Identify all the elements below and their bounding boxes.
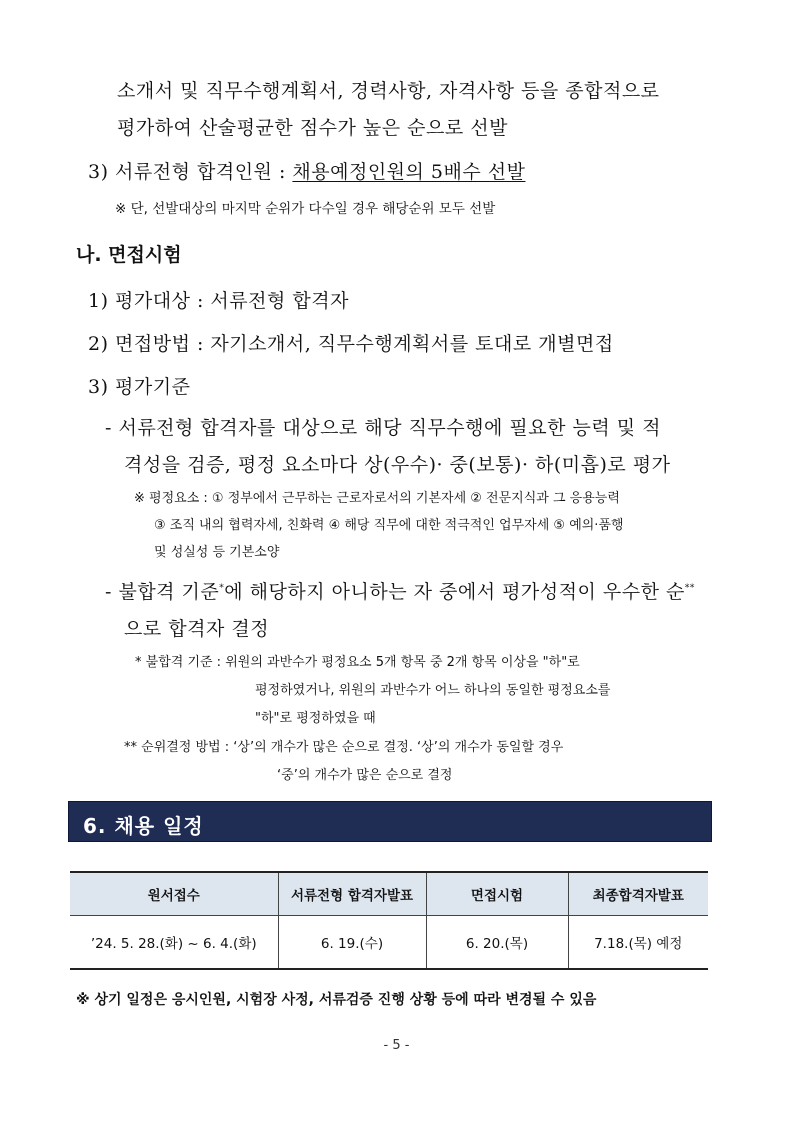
- footnote-1-line-c: "하"로 평정하였을 때: [255, 711, 376, 726]
- footnote-2-line-a: ** 순위결정 방법 : ‘상’의 개수가 많은 순으로 결정. ‘상’의 개수가 동일할 경우: [124, 740, 564, 755]
- cell-final-result-date: 7.18.(목) 예정: [568, 916, 708, 970]
- eval-elements-line-1: ※ 평정요소 : ① 정부에서 근무하는 근로자로서의 기본자세 ② 전문지식과 그 응용능력: [134, 491, 620, 506]
- cell-application-date: ’24. 5. 28.(화) ~ 6. 4.(화): [70, 916, 278, 970]
- section-header-schedule: [68, 801, 712, 842]
- bullet-2-line-a: [105, 577, 695, 604]
- schedule-header-row: [70, 872, 708, 916]
- bullet-1-line-b: 격성을 검증, 평정 요소마다 상(우수)· 중(보통)· 하(미흡)로 평가: [124, 454, 671, 476]
- heading-interview: 나. 면접시험: [76, 244, 182, 266]
- item-interview-method: 2) 면접방법 : 자기소개서, 직무수행계획서를 토대로 개별면접: [88, 333, 614, 355]
- schedule-value-row: [70, 916, 708, 970]
- bullet-1-line-a: - 서류전형 합격자를 대상으로 해당 직무수행에 필요한 능력 및 적: [105, 417, 661, 439]
- col-header-interview: 면접시험: [426, 872, 568, 916]
- eval-elements-line-2: ③ 조직 내의 협력자세, 친화력 ④ 해당 직무에 대한 적극적인 업무자세 ⑤ 예의·품행: [154, 518, 624, 533]
- eval-elements-line-3: 및 성실성 등 기본소양: [154, 545, 280, 560]
- item-eval-target: 1) 평가대상 : 서류전형 합격자: [88, 290, 349, 312]
- cell-doc-result-date: 6. 19.(수): [278, 916, 426, 970]
- schedule-table: [70, 871, 708, 970]
- bullet-2-line-b: 으로 합격자 결정: [124, 618, 270, 640]
- text-line-1: 소개서 및 직무수행계획서, 경력사항, 자격사항 등을 종합적으로: [117, 80, 660, 102]
- text-line-2: 평가하여 산술평균한 점수가 높은 순으로 선발: [117, 117, 508, 139]
- bullet-2-text-1: - 불합격 기준: [105, 581, 220, 603]
- text-line-4-note: ※ 단, 선발대상의 마지막 순위가 다수일 경우 해당순위 모두 선발: [115, 201, 496, 217]
- page-number: - 5 -: [383, 1038, 410, 1053]
- footnote-1-line-b: 평정하였거나, 위원의 과반수가 어느 하나의 동일한 평정요소를: [255, 683, 611, 698]
- item-eval-criteria: 3) 평가기준: [88, 376, 191, 398]
- footnote-mark-2: **: [684, 583, 695, 594]
- section-title: 6. 채용 일정: [83, 814, 204, 838]
- col-header-doc-result: 서류전형 합격자발표: [278, 872, 426, 916]
- footnote-2-line-b: ‘중’의 개수가 많은 순으로 결정: [277, 768, 453, 783]
- footnote-mark-1: *: [219, 583, 225, 594]
- text-line-3: [88, 157, 525, 184]
- col-header-final-result: 최종합격자발표: [568, 872, 708, 916]
- doc-pass-count-value: 채용예정인원의 5배수 선발: [292, 161, 526, 183]
- schedule-change-notice: ※ 상기 일정은 응시인원, 시험장 사정, 서류검증 진행 상황 등에 따라 변경될 수 있음: [76, 992, 597, 1008]
- col-header-application: 원서접수: [70, 872, 278, 916]
- bullet-2-text-2: 에 해당하지 아니하는 자 중에서 평가성적이 우수한 순: [224, 581, 685, 603]
- doc-pass-count-label: 3) 서류전형 합격인원 :: [88, 161, 293, 183]
- footnote-1-line-a: * 불합격 기준 : 위원의 과반수가 평정요소 5개 항목 중 2개 항목 이상을 "하"로: [135, 655, 580, 670]
- cell-interview-date: 6. 20.(목): [426, 916, 568, 970]
